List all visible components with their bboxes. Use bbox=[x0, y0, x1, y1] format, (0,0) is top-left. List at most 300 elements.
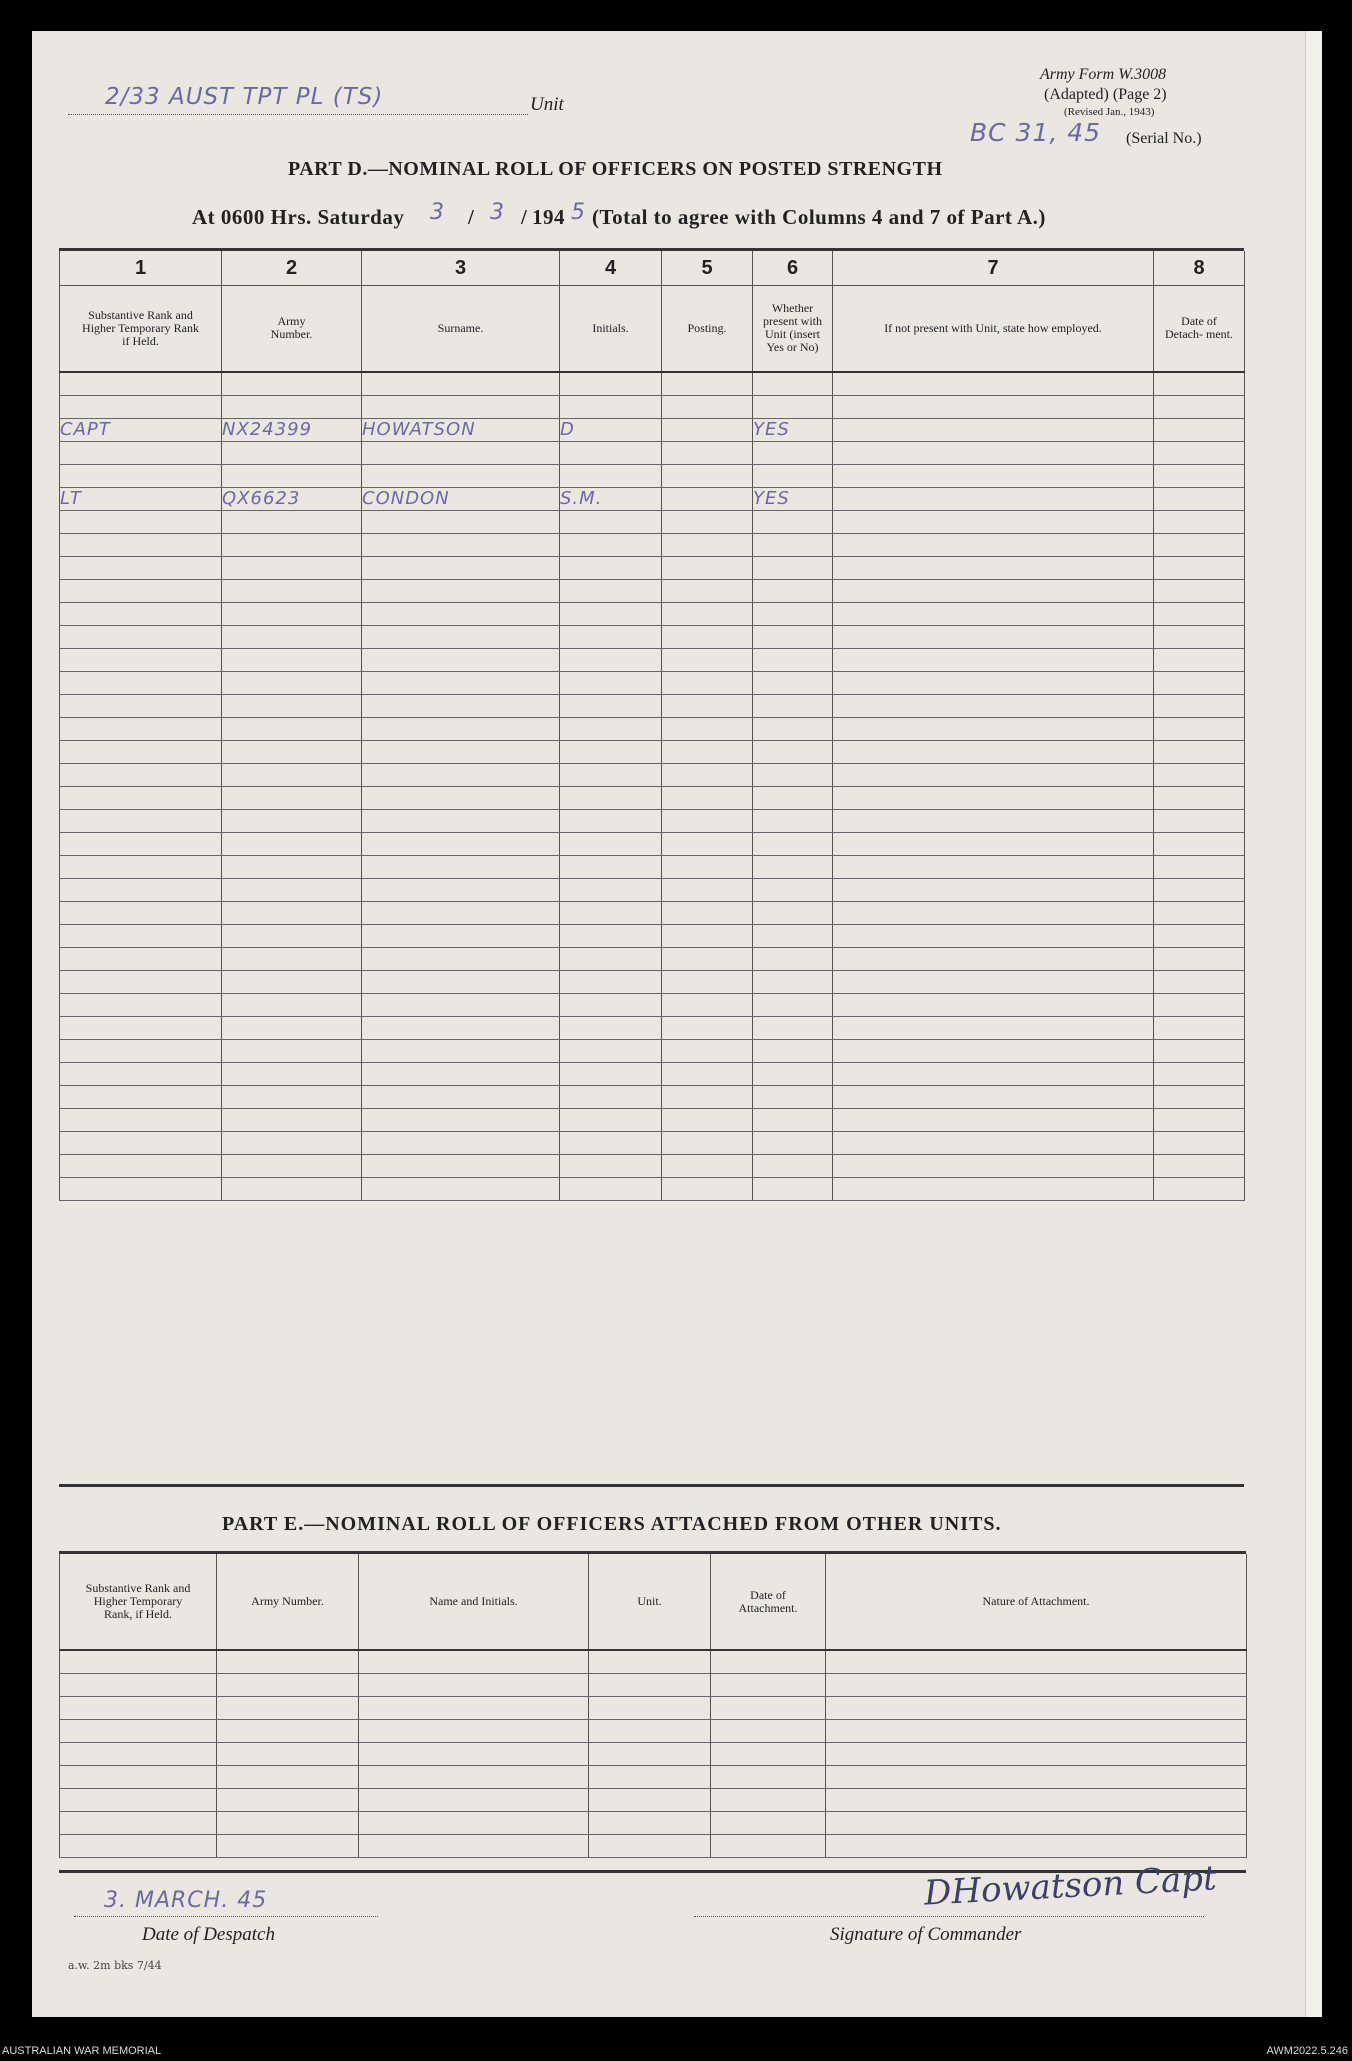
despatch-label: Date of Despatch bbox=[142, 1924, 275, 1945]
table-cell bbox=[833, 1016, 1154, 1039]
table-cell bbox=[662, 924, 753, 947]
table-cell bbox=[560, 556, 662, 579]
table-cell bbox=[362, 1085, 560, 1108]
table-cell bbox=[753, 1131, 833, 1154]
table-cell bbox=[662, 510, 753, 533]
col-number: 6 bbox=[753, 251, 833, 286]
table-cell bbox=[560, 464, 662, 487]
table-cell bbox=[560, 855, 662, 878]
table-cell bbox=[833, 648, 1154, 671]
table-cell bbox=[589, 1720, 711, 1743]
table-cell bbox=[662, 947, 753, 970]
col-number: 7 bbox=[833, 251, 1154, 286]
paper-edge bbox=[1305, 31, 1322, 2017]
col-header-army-number: Army Number. bbox=[222, 286, 362, 372]
table-cell bbox=[60, 947, 222, 970]
table-cell bbox=[222, 763, 362, 786]
table-cell bbox=[753, 1177, 833, 1200]
table-cell bbox=[60, 1789, 217, 1812]
table-row bbox=[60, 1131, 1245, 1154]
table-cell bbox=[1154, 533, 1245, 556]
table-cell bbox=[662, 556, 753, 579]
table-cell bbox=[753, 740, 833, 763]
despatch-value: 3. MARCH. 45 bbox=[104, 1888, 268, 1913]
table-cell bbox=[217, 1789, 359, 1812]
table-cell bbox=[217, 1720, 359, 1743]
table-cell bbox=[60, 464, 222, 487]
table-cell bbox=[359, 1835, 589, 1858]
table-cell bbox=[753, 556, 833, 579]
table-cell bbox=[753, 993, 833, 1016]
table-cell bbox=[359, 1650, 589, 1674]
table-cell bbox=[1154, 625, 1245, 648]
table-cell bbox=[753, 855, 833, 878]
table-cell bbox=[711, 1720, 826, 1743]
table-cell bbox=[1154, 763, 1245, 786]
table-cell bbox=[217, 1766, 359, 1789]
table-row bbox=[60, 671, 1245, 694]
table-cell bbox=[222, 1039, 362, 1062]
table-cell bbox=[222, 1108, 362, 1131]
table-cell bbox=[560, 993, 662, 1016]
table-cell bbox=[222, 441, 362, 464]
table-row bbox=[60, 1766, 1247, 1789]
table-cell bbox=[560, 1108, 662, 1131]
table-cell bbox=[362, 809, 560, 832]
table-cell bbox=[1154, 556, 1245, 579]
table-cell bbox=[60, 372, 222, 396]
table-cell bbox=[833, 1131, 1154, 1154]
table-cell bbox=[833, 579, 1154, 602]
col-header-surname: Surname. bbox=[362, 286, 560, 372]
table-cell bbox=[1154, 924, 1245, 947]
archive-caption-left: AUSTRALIAN WAR MEMORIAL bbox=[2, 2045, 162, 2057]
table-cell bbox=[560, 947, 662, 970]
table-cell bbox=[662, 464, 753, 487]
part-d-year-prefix: 194 bbox=[532, 205, 565, 229]
table-cell bbox=[60, 694, 222, 717]
table-cell bbox=[60, 1131, 222, 1154]
table-cell bbox=[222, 970, 362, 993]
signature-label: Signature of Commander bbox=[830, 1924, 1022, 1945]
table-cell bbox=[826, 1743, 1247, 1766]
table-cell bbox=[222, 556, 362, 579]
table-cell bbox=[833, 464, 1154, 487]
table-cell bbox=[362, 993, 560, 1016]
table-cell bbox=[222, 993, 362, 1016]
table-cell bbox=[662, 487, 753, 510]
table-cell bbox=[362, 510, 560, 533]
col-header-unit: Unit. bbox=[589, 1554, 711, 1650]
table-cell bbox=[1154, 579, 1245, 602]
table-cell bbox=[362, 464, 560, 487]
table-row bbox=[60, 809, 1245, 832]
table-cell bbox=[833, 1062, 1154, 1085]
table-cell bbox=[359, 1720, 589, 1743]
table-cell bbox=[222, 924, 362, 947]
table-row bbox=[60, 1154, 1245, 1177]
col-number: 3 bbox=[362, 251, 560, 286]
table-cell bbox=[662, 579, 753, 602]
table-cell bbox=[833, 809, 1154, 832]
table-cell bbox=[662, 786, 753, 809]
table-cell bbox=[662, 1177, 753, 1200]
table-cell bbox=[1154, 993, 1245, 1016]
table-cell bbox=[560, 579, 662, 602]
table-cell bbox=[1154, 855, 1245, 878]
table-cell bbox=[60, 510, 222, 533]
table-cell bbox=[833, 441, 1154, 464]
table-row bbox=[60, 1062, 1245, 1085]
table-cell bbox=[362, 878, 560, 901]
table-cell bbox=[833, 1085, 1154, 1108]
table-cell bbox=[362, 1131, 560, 1154]
table-cell bbox=[362, 1177, 560, 1200]
table-cell bbox=[826, 1720, 1247, 1743]
table-cell: YES bbox=[753, 418, 833, 441]
col-header-army-number: Army Number. bbox=[217, 1554, 359, 1650]
table-cell bbox=[60, 993, 222, 1016]
table-cell bbox=[1154, 1016, 1245, 1039]
table-row bbox=[60, 648, 1245, 671]
table-cell bbox=[222, 1062, 362, 1085]
table-row bbox=[60, 510, 1245, 533]
table-cell bbox=[826, 1674, 1247, 1697]
table-cell bbox=[662, 809, 753, 832]
table-cell bbox=[359, 1789, 589, 1812]
table-cell bbox=[1154, 970, 1245, 993]
table-cell bbox=[833, 763, 1154, 786]
table-cell bbox=[753, 625, 833, 648]
table-cell bbox=[222, 510, 362, 533]
table-cell bbox=[560, 970, 662, 993]
table-cell bbox=[753, 901, 833, 924]
table-cell bbox=[662, 441, 753, 464]
table-cell bbox=[359, 1697, 589, 1720]
table-row bbox=[60, 602, 1245, 625]
table-cell bbox=[753, 441, 833, 464]
table-cell bbox=[753, 786, 833, 809]
table-cell bbox=[60, 1108, 222, 1131]
table-cell bbox=[1154, 1039, 1245, 1062]
col-header-posting: Posting. bbox=[662, 286, 753, 372]
table-cell bbox=[560, 671, 662, 694]
part-d-date-suffix: (Total to agree with Columns 4 and 7 of Part A.) bbox=[592, 205, 1046, 229]
table-cell bbox=[362, 1108, 560, 1131]
table-cell bbox=[826, 1650, 1247, 1674]
table-cell bbox=[560, 832, 662, 855]
table-cell bbox=[753, 878, 833, 901]
table-cell bbox=[1154, 510, 1245, 533]
table-cell bbox=[1154, 464, 1245, 487]
part-d-month: 3 bbox=[490, 200, 505, 225]
table-cell bbox=[753, 464, 833, 487]
col-number: 8 bbox=[1154, 251, 1245, 286]
table-cell bbox=[662, 372, 753, 396]
table-cell bbox=[60, 1697, 217, 1720]
table-cell bbox=[362, 901, 560, 924]
table-cell bbox=[662, 1154, 753, 1177]
table-cell bbox=[589, 1697, 711, 1720]
table-cell bbox=[589, 1766, 711, 1789]
table-cell bbox=[60, 740, 222, 763]
table-cell bbox=[711, 1789, 826, 1812]
table-cell bbox=[60, 1062, 222, 1085]
table-cell bbox=[753, 648, 833, 671]
table-cell bbox=[362, 579, 560, 602]
table-cell bbox=[560, 1062, 662, 1085]
table-cell bbox=[560, 395, 662, 418]
col-header-name: Name and Initials. bbox=[359, 1554, 589, 1650]
table-cell bbox=[560, 901, 662, 924]
col-header-attachment-date: Date of Attachment. bbox=[711, 1554, 826, 1650]
table-cell bbox=[1154, 648, 1245, 671]
table-cell bbox=[833, 671, 1154, 694]
table-cell bbox=[60, 625, 222, 648]
table-cell bbox=[753, 372, 833, 396]
table-cell bbox=[362, 740, 560, 763]
table-cell bbox=[662, 1085, 753, 1108]
table-cell bbox=[362, 1154, 560, 1177]
table-cell bbox=[60, 832, 222, 855]
table-cell: HOWATSON bbox=[362, 418, 560, 441]
table-row bbox=[60, 533, 1245, 556]
table-cell bbox=[222, 809, 362, 832]
table-cell bbox=[662, 533, 753, 556]
table-cell bbox=[362, 441, 560, 464]
table-cell bbox=[222, 740, 362, 763]
table-cell bbox=[222, 625, 362, 648]
table-row bbox=[60, 832, 1245, 855]
form-revised: (Revised Jan., 1943) bbox=[1064, 106, 1155, 118]
table-cell bbox=[362, 556, 560, 579]
form-adapted: (Adapted) (Page 2) bbox=[1044, 86, 1167, 103]
table-cell bbox=[60, 970, 222, 993]
table-cell bbox=[1154, 395, 1245, 418]
form-name: Army Form W.3008 bbox=[1040, 66, 1167, 83]
table-cell bbox=[833, 1108, 1154, 1131]
table-cell bbox=[662, 671, 753, 694]
table-cell bbox=[217, 1812, 359, 1835]
table-cell bbox=[662, 901, 753, 924]
table-cell bbox=[222, 855, 362, 878]
table-cell bbox=[560, 648, 662, 671]
table-cell bbox=[833, 395, 1154, 418]
print-code: a.w. 2m bks 7/44 bbox=[68, 1959, 162, 1972]
table-cell bbox=[60, 395, 222, 418]
table-cell bbox=[833, 1039, 1154, 1062]
table-cell bbox=[60, 441, 222, 464]
table-cell bbox=[60, 786, 222, 809]
table-cell bbox=[60, 1154, 222, 1177]
table-cell bbox=[833, 855, 1154, 878]
table-cell bbox=[833, 717, 1154, 740]
table-cell bbox=[662, 855, 753, 878]
table-cell: CONDON bbox=[362, 487, 560, 510]
table-cell bbox=[222, 786, 362, 809]
table-row bbox=[60, 970, 1245, 993]
table-cell bbox=[662, 1062, 753, 1085]
part-d-table bbox=[59, 251, 1245, 1201]
table-cell bbox=[362, 625, 560, 648]
table-row bbox=[60, 464, 1245, 487]
table-cell bbox=[60, 648, 222, 671]
table-cell bbox=[560, 694, 662, 717]
table-cell bbox=[662, 694, 753, 717]
table-row bbox=[60, 1789, 1247, 1812]
table-cell bbox=[589, 1812, 711, 1835]
table-cell bbox=[560, 809, 662, 832]
table-cell bbox=[60, 533, 222, 556]
table-cell bbox=[711, 1697, 826, 1720]
col-header-present: Whether present with Unit (insert Yes or No) bbox=[753, 286, 833, 372]
table-cell bbox=[222, 947, 362, 970]
table-cell bbox=[753, 947, 833, 970]
table-cell: NX24399 bbox=[222, 418, 362, 441]
table-row bbox=[60, 993, 1245, 1016]
table-row bbox=[60, 1697, 1247, 1720]
table-cell bbox=[359, 1743, 589, 1766]
table-cell bbox=[560, 740, 662, 763]
part-e-table bbox=[59, 1554, 1247, 1858]
table-cell bbox=[833, 878, 1154, 901]
col-number: 1 bbox=[60, 251, 222, 286]
table-cell bbox=[711, 1674, 826, 1697]
table-row bbox=[60, 694, 1245, 717]
table-cell bbox=[222, 579, 362, 602]
table-cell bbox=[753, 579, 833, 602]
table-cell bbox=[753, 717, 833, 740]
table-cell bbox=[1154, 717, 1245, 740]
table-cell bbox=[1154, 1062, 1245, 1085]
table-cell bbox=[560, 441, 662, 464]
table-cell bbox=[217, 1674, 359, 1697]
table-cell bbox=[362, 970, 560, 993]
table-cell bbox=[1154, 372, 1245, 396]
table-cell bbox=[60, 1039, 222, 1062]
table-cell bbox=[222, 1085, 362, 1108]
table-cell bbox=[362, 786, 560, 809]
table-cell bbox=[826, 1789, 1247, 1812]
table-cell bbox=[560, 510, 662, 533]
table-cell bbox=[662, 418, 753, 441]
table-cell bbox=[60, 1650, 217, 1674]
table-cell bbox=[222, 602, 362, 625]
table-cell bbox=[60, 1812, 217, 1835]
table-row bbox=[60, 1039, 1245, 1062]
table-cell bbox=[833, 947, 1154, 970]
col-number: 5 bbox=[662, 251, 753, 286]
table-cell bbox=[833, 740, 1154, 763]
part-d-day: 3 bbox=[430, 200, 445, 225]
table-cell bbox=[826, 1766, 1247, 1789]
table-row bbox=[60, 556, 1245, 579]
table-cell bbox=[753, 970, 833, 993]
table-cell: CAPT bbox=[60, 418, 222, 441]
table-cell bbox=[222, 1131, 362, 1154]
table-row bbox=[60, 1720, 1247, 1743]
table-row bbox=[60, 901, 1245, 924]
table-row bbox=[60, 1812, 1247, 1835]
table-cell bbox=[662, 648, 753, 671]
table-cell bbox=[222, 648, 362, 671]
table-cell bbox=[222, 901, 362, 924]
table-cell bbox=[662, 993, 753, 1016]
table-cell bbox=[60, 1766, 217, 1789]
unit-dotted-line bbox=[68, 114, 528, 115]
table-cell bbox=[362, 855, 560, 878]
table-row bbox=[60, 1835, 1247, 1858]
table-row bbox=[60, 763, 1245, 786]
table-cell bbox=[217, 1697, 359, 1720]
table-cell bbox=[662, 395, 753, 418]
table-cell bbox=[753, 1108, 833, 1131]
table-cell bbox=[60, 579, 222, 602]
table-cell bbox=[833, 694, 1154, 717]
table-cell bbox=[60, 717, 222, 740]
table-cell bbox=[589, 1835, 711, 1858]
table-cell bbox=[833, 970, 1154, 993]
table-cell bbox=[222, 878, 362, 901]
table-cell bbox=[362, 1039, 560, 1062]
part-d-title: PART D.—NOMINAL ROLL OF OFFICERS ON POSTED STRENGTH bbox=[288, 158, 943, 180]
col-number: 2 bbox=[222, 251, 362, 286]
part-d-year-suffix: 5 bbox=[571, 200, 586, 225]
part-d-date-prefix: At 0600 Hrs. Saturday bbox=[192, 205, 405, 229]
table-cell bbox=[362, 648, 560, 671]
table-cell bbox=[60, 602, 222, 625]
col-header-rank: Substantive Rank and Higher Temporary Rank, if Held. bbox=[60, 1554, 217, 1650]
table-cell bbox=[753, 1154, 833, 1177]
table-cell bbox=[1154, 947, 1245, 970]
table-cell bbox=[362, 924, 560, 947]
table-cell bbox=[662, 1016, 753, 1039]
table-cell bbox=[60, 901, 222, 924]
table-cell: S.M. bbox=[560, 487, 662, 510]
table-cell bbox=[662, 1039, 753, 1062]
table-cell bbox=[753, 809, 833, 832]
table-cell bbox=[662, 878, 753, 901]
table-cell bbox=[60, 1720, 217, 1743]
table-row bbox=[60, 1650, 1247, 1674]
table-cell bbox=[662, 717, 753, 740]
table-cell bbox=[222, 372, 362, 396]
table-cell bbox=[1154, 786, 1245, 809]
table-cell bbox=[359, 1766, 589, 1789]
commander-signature: DHowatson Capt bbox=[923, 1858, 1218, 1914]
col-header-rank: Substantive Rank and Higher Temporary Rank if Held. bbox=[60, 286, 222, 372]
table-cell bbox=[362, 602, 560, 625]
table-cell bbox=[222, 464, 362, 487]
table-cell bbox=[217, 1743, 359, 1766]
table-cell bbox=[1154, 671, 1245, 694]
table-cell bbox=[362, 372, 560, 396]
table-cell bbox=[833, 487, 1154, 510]
table-row bbox=[60, 372, 1245, 396]
table-cell bbox=[711, 1743, 826, 1766]
table-cell bbox=[60, 809, 222, 832]
table-cell bbox=[362, 1016, 560, 1039]
table-cell bbox=[222, 533, 362, 556]
table-row bbox=[60, 1016, 1245, 1039]
table-cell bbox=[362, 763, 560, 786]
part-e-header-row bbox=[60, 1554, 1247, 1650]
table-cell bbox=[362, 947, 560, 970]
table-cell bbox=[362, 832, 560, 855]
unit-value: 2/33 AUST TPT PL (TS) bbox=[105, 84, 384, 110]
table-row bbox=[60, 947, 1245, 970]
table-cell bbox=[662, 602, 753, 625]
